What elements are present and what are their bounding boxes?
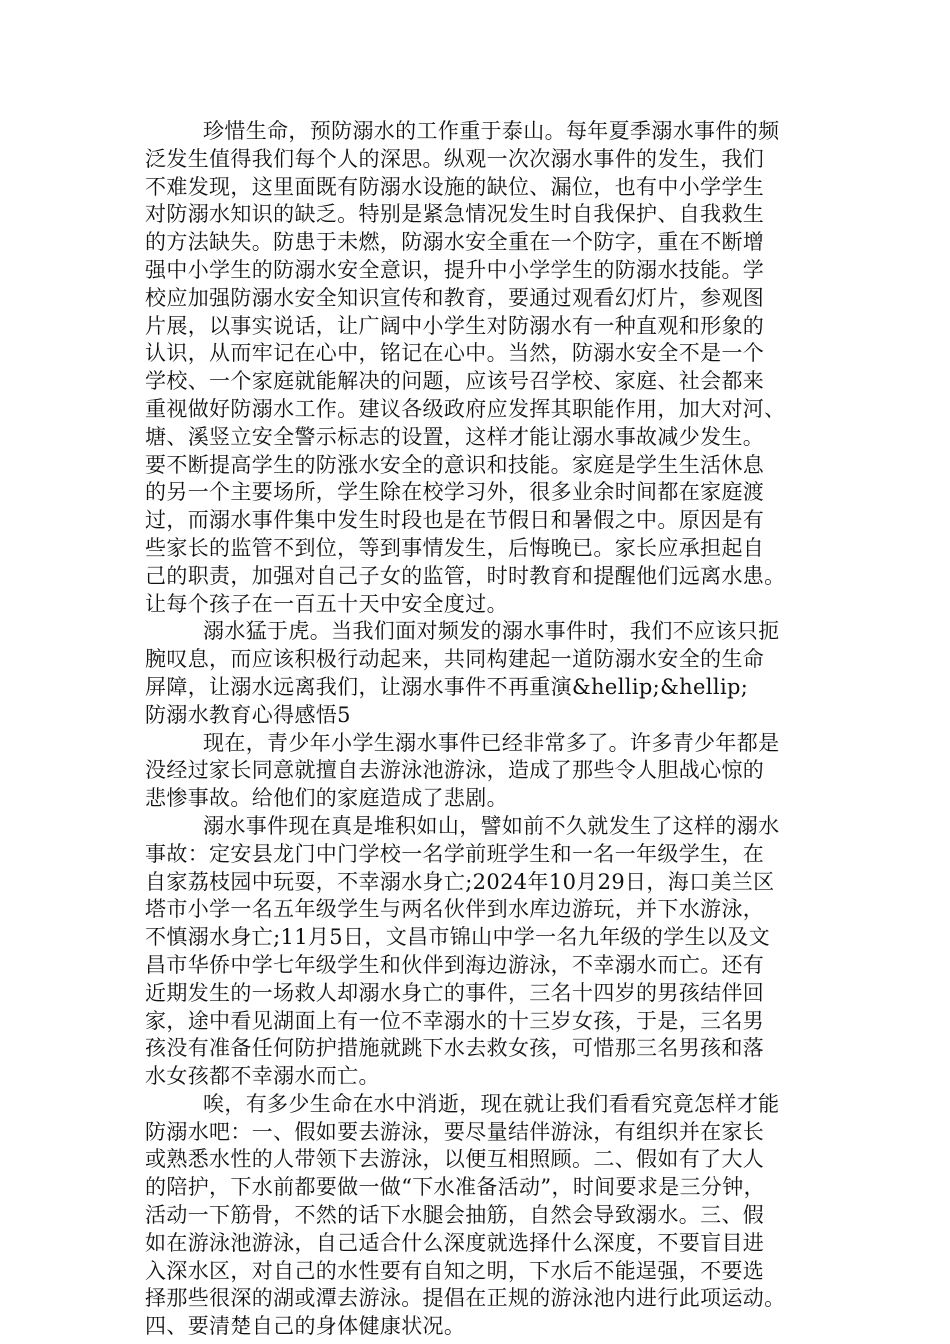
text-line: 或熟悉水性的人带领下去游泳，以便互相照顾。二、假如有了大人 [145,1147,765,1172]
paragraph-first-line: 珍惜生命，预防溺水的工作重于泰山。每年夏季溺水事件的频 [203,119,780,143]
text-line: 些家长的监管不到位，等到事情发生，后悔晚已。家长应承担起自 [145,535,765,560]
text-line: 没经过家长同意就擅自去游泳池游泳，造成了那些令人胆战心惊的 [145,758,765,783]
text-line: 塘、溪竖立安全警示标志的设置，这样才能让溺水事故减少发生。 [145,424,765,449]
text-line: 的陪护，下水前都要做一做“下水准备活动”，时间要求是三分钟， [145,1175,765,1200]
document-body [145,118,809,1341]
text-line: 近期发生的一场救人却溺水身亡的事件，三名十四岁的男孩结伴回 [145,980,765,1005]
text-line: 四、要清楚自己的身体健康状况。 [145,1314,466,1339]
text-line: 泛发生值得我们每个人的深思。纵观一次次溺水事件的发生，我们 [145,146,765,171]
paragraph-first-line: 现在，青少年小学生溺水事件已经非常多了。许多青少年都是 [203,730,780,755]
text-line: 孩没有准备任何防护措施就跳下水去救女孩，可惜那三名男孩和落 [145,1036,765,1061]
text-line: 要不断提高学生的防涨水安全的意识和技能。家庭是学生生活休息 [145,452,765,477]
text-line: 让每个孩子在一百五十天中安全度过。 [145,591,508,616]
text-line: 认识，从而牢记在心中，铭记在心中。当然，防溺水安全不是一个 [145,341,765,366]
text-line: 对防溺水知识的缺乏。特别是紧急情况发生时自我保护、自我救生 [145,202,765,227]
text-line: 强中小学生的防溺水安全意识，提升中小学学生的防溺水技能。学 [145,257,765,282]
text-line: 己的职责，加强对自己子女的监管，时时教育和提醒他们远离水患。 [145,563,786,588]
text-line: 过，而溺水事件集中发生时段也是在节假日和暑假之中。原因是有 [145,508,765,533]
text-line: 水女孩都不幸溺水而亡。 [145,1064,380,1089]
paragraph-first-line: 溺水猛于虎。当我们面对频发的溺水事件时，我们不应该只扼 [203,619,780,644]
text-line: 屏障，让溺水远离我们，让溺水事件不再重演&hellip;&hellip; [145,674,749,699]
text-line: 悲惨事故。给他们的家庭造成了悲剧。 [145,786,508,811]
text-line: 塔市小学一名五年级学生与两名伙伴到水库边游玩，并下水游泳， [145,897,765,922]
paragraph-first-line: 唉，有多少生命在水中消逝，现在就让我们看看究竟怎样才能 [203,1091,780,1116]
text-line: 家，途中看见湖面上有一位不幸溺水的十三岁女孩，于是，三名男 [145,1008,765,1033]
text-line: 腕叹息，而应该积极行动起来，共同构建起一道防溺水安全的生命 [145,647,765,672]
text-line: 不难发现，这里面既有防溺水设施的缺位、漏位，也有中小学学生 [145,174,765,199]
text-line: 入深水区，对自己的水性要有自知之明，下水后不能逞强，不要选 [145,1258,765,1283]
text-line: 防溺水教育心得感悟5 [145,702,351,727]
text-line: 校应加强防溺水安全知识宣传和教育，要通过观看幻灯片，参观图 [145,285,765,310]
text-line: 学校、一个家庭就能解决的问题，应该号召学校、家庭、社会都来 [145,369,765,394]
text-line: 重视做好防溺水工作。建议各级政府应发挥其职能作用，加大对河、 [145,396,786,421]
text-line: 片展，以事实说话，让广阔中小学生对防溺水有一种直观和形象的 [145,313,765,338]
text-line: 不慎溺水身亡;11月5日，文昌市锦山中学一名九年级的学生以及文 [145,925,771,950]
text-line: 择那些很深的湖或潭去游泳。提倡在正规的游泳池内进行此项运动。 [145,1286,786,1311]
text-line: 的方法缺失。防患于未燃，防溺水安全重在一个防字，重在不断增 [145,230,765,255]
text-line: 自家荔枝园中玩耍，不幸溺水身亡;2024年10月29日，海口美兰区 [145,869,775,894]
text-line: 活动一下筋骨，不然的话下水腿会抽筋，自然会导致溺水。三、假 [145,1203,765,1228]
paragraph-first-line: 溺水事件现在真是堆积如山，譬如前不久就发生了这样的溺水 [203,813,780,838]
text-line: 如在游泳池游泳，自己适合什么深度就选择什么深度，不要盲目进 [145,1230,765,1255]
text-line: 防溺水吧：一、假如要去游泳，要尽量结伴游泳，有组织并在家长 [145,1119,765,1144]
text-line: 事故：定安县龙门中门学校一名学前班学生和一名一年级学生，在 [145,841,765,866]
text-line: 的另一个主要场所，学生除在校学习外，很多业余时间都在家庭渡 [145,480,765,505]
text-line: 昌市华侨中学七年级学生和伙伴到海边游泳，不幸溺水而亡。还有 [145,952,765,977]
